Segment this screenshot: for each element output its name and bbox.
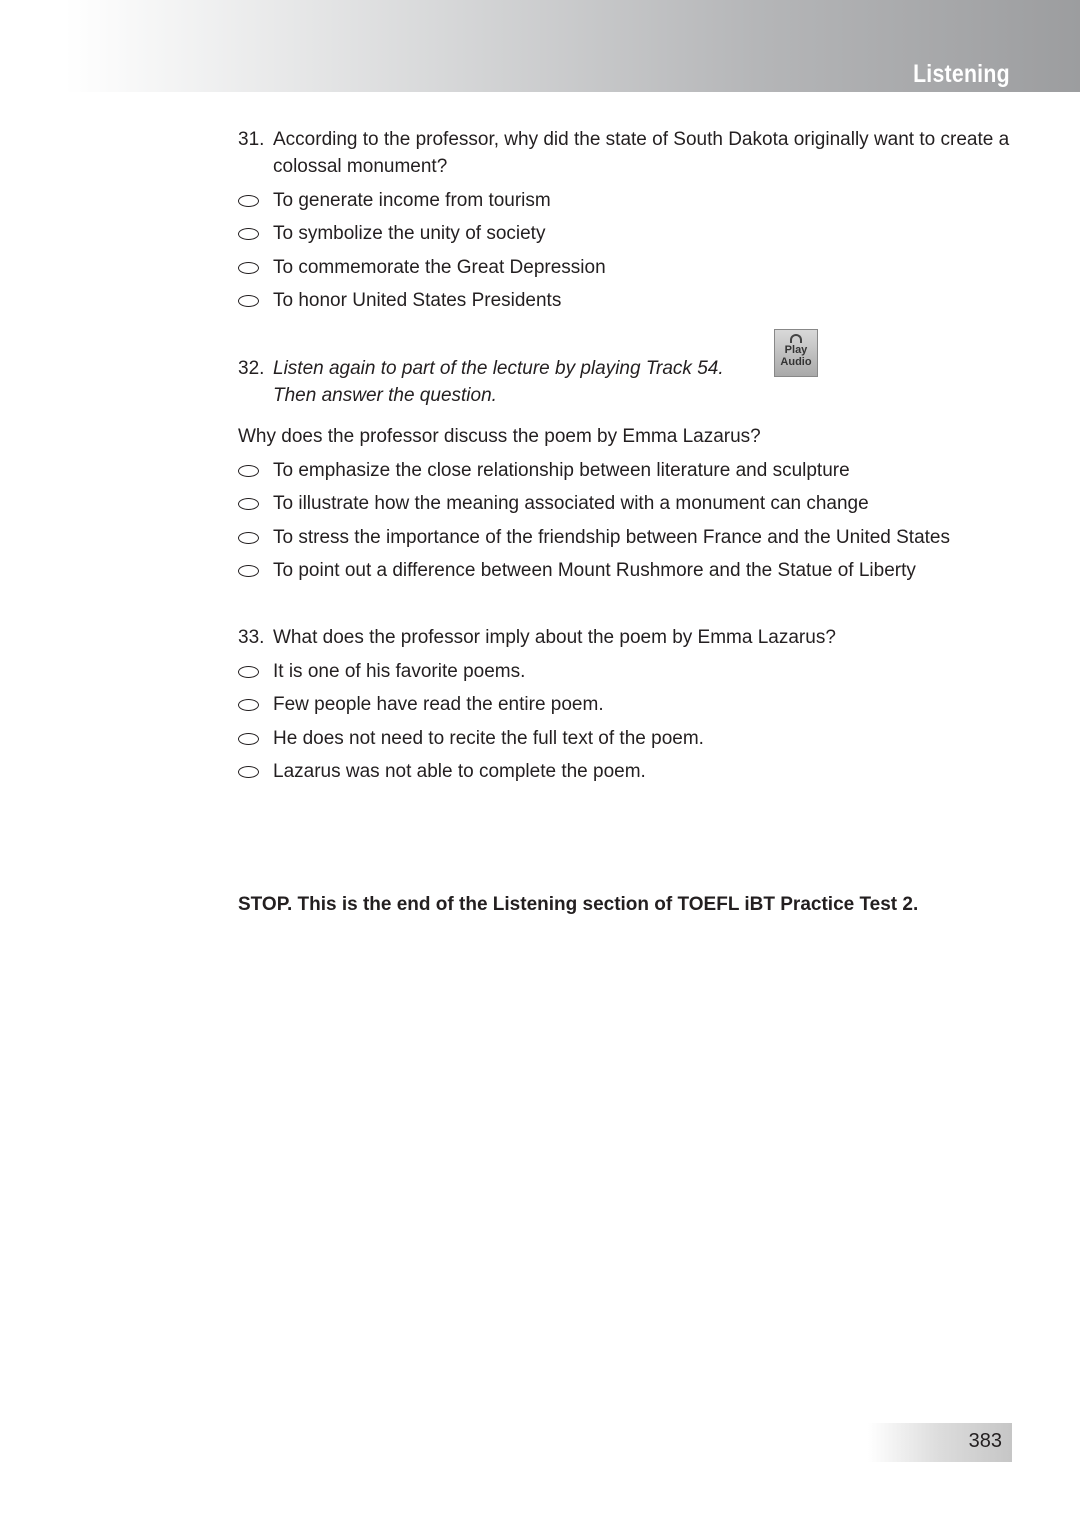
radio-oval-icon[interactable] (238, 195, 259, 207)
answer-option[interactable] (238, 725, 1038, 752)
option-label: Few people have read the entire poem. (273, 694, 604, 715)
stop-notice: STOP. This is the end of the Listening section of TOEFL iBT Practice Test 2. (238, 894, 919, 915)
radio-oval-icon[interactable] (238, 699, 259, 711)
answer-option[interactable] (238, 524, 1038, 551)
answer-option[interactable] (238, 691, 1038, 718)
radio-oval-icon[interactable] (238, 532, 259, 544)
radio-oval-icon[interactable] (238, 565, 259, 577)
radio-oval-icon[interactable] (238, 228, 259, 240)
audio-button-label-2: Audio (780, 356, 812, 368)
option-label: To honor United States Presidents (273, 290, 562, 311)
audio-button-label-1: Play (784, 344, 808, 356)
answer-option[interactable] (238, 187, 1038, 214)
question-text: What does the professor imply about the poem by Emma Lazarus? (273, 627, 836, 648)
option-label: He does not need to recite the full text of the poem. (273, 727, 704, 749)
page-number: 383 (968, 1430, 1002, 1452)
option-label: To symbolize the unity of society (273, 223, 546, 244)
answer-option[interactable] (238, 287, 1038, 314)
question-text: Why does the professor discuss the poem by Emma Lazarus? (238, 426, 761, 447)
radio-oval-icon[interactable] (238, 295, 259, 307)
question-text: According to the professor, why did the state of South Dakota originally want to create a colossal monument? (273, 129, 1010, 177)
radio-oval-icon[interactable] (238, 766, 259, 778)
radio-oval-icon[interactable] (238, 465, 259, 477)
answer-option[interactable] (238, 490, 1038, 517)
option-label: To stress the importance of the friendship between France and the United States (273, 526, 950, 548)
radio-oval-icon[interactable] (238, 262, 259, 274)
question-number: 33. (238, 627, 265, 648)
answer-option[interactable] (238, 557, 1038, 584)
option-label: It is one of his favorite poems. (273, 660, 526, 682)
question-32 (238, 328, 1038, 584)
option-label: To generate income from tourism (273, 189, 551, 211)
section-title: Listening (913, 60, 1010, 88)
play-audio-button[interactable] (774, 329, 818, 377)
option-label: To commemorate the Great Depression (273, 256, 606, 278)
option-label: To emphasize the close relationship between literature and sculpture (273, 459, 850, 481)
answer-option[interactable] (238, 457, 1038, 484)
option-label: To point out a difference between Mount Rushmore and the Statue of Liberty (273, 560, 916, 581)
headphones-icon (790, 334, 802, 343)
answer-option[interactable] (238, 254, 1038, 281)
instruction-line-1: Listen again to part of the lecture by playing Track 54. (273, 358, 724, 379)
page-header (0, 0, 1080, 92)
question-33 (238, 624, 1038, 785)
radio-oval-icon[interactable] (238, 666, 259, 678)
answer-option[interactable] (238, 658, 1038, 685)
radio-oval-icon[interactable] (238, 498, 259, 510)
radio-oval-icon[interactable] (238, 733, 259, 745)
instruction-line-2: Then answer the question. (273, 385, 497, 406)
question-number: 31. (238, 129, 265, 150)
question-number: 32. (238, 358, 265, 379)
page-number-box (868, 1423, 1012, 1462)
question-31 (238, 126, 1038, 314)
answer-option[interactable] (238, 758, 1038, 785)
answer-option[interactable] (238, 220, 1038, 247)
option-label: Lazarus was not able to complete the poem. (273, 761, 646, 782)
option-label: To illustrate how the meaning associated with a monument can change (273, 493, 869, 514)
